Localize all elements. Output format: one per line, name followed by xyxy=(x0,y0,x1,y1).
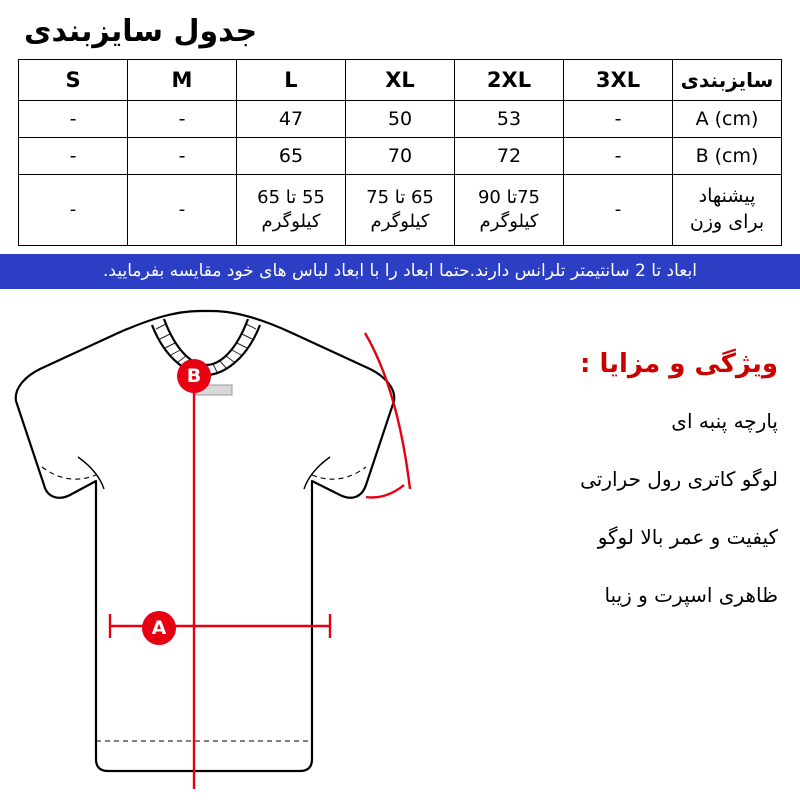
measure-badge-a: A xyxy=(142,611,176,645)
cell-weight-xl-line1: 65 تا 75 xyxy=(366,186,434,208)
cell-a-xl: 50 xyxy=(346,101,455,138)
row-label-weight xyxy=(673,175,782,246)
tshirt-diagram xyxy=(0,289,480,794)
cell-weight-3xl-line1: - xyxy=(614,198,622,220)
cell-weight-xl-line2: کیلوگرم xyxy=(370,211,430,232)
cell-weight-2xl xyxy=(455,175,564,246)
size-table-wrapper xyxy=(0,59,800,246)
cell-a-m: - xyxy=(128,101,237,138)
cell-a-3xl: - xyxy=(564,101,673,138)
row-label-a: A (cm) xyxy=(673,101,782,138)
measure-badge-b: B xyxy=(177,359,211,393)
tshirt-svg xyxy=(0,289,480,794)
table-row xyxy=(19,175,782,246)
cell-weight-2xl-line2: کیلوگرم xyxy=(479,211,539,232)
feature-item: کیفیت و عمر بالا لوگو xyxy=(597,525,778,549)
column-header-3xl: 3XL xyxy=(564,60,673,101)
cell-weight-3xl xyxy=(564,175,673,246)
page-title xyxy=(0,0,800,59)
size-table xyxy=(18,59,782,246)
cell-b-s: - xyxy=(19,138,128,175)
cell-weight-l-line1: 55 تا 65 xyxy=(257,186,325,208)
cell-weight-xl xyxy=(346,175,455,246)
cell-weight-l xyxy=(237,175,346,246)
cell-b-m: - xyxy=(128,138,237,175)
row-label-weight-line1: پیشنهاد xyxy=(698,185,756,208)
feature-item: پارچه پنبه ای xyxy=(671,409,778,433)
tolerance-note-bar: ابعاد تا 2 سانتیمتر تلرانس دارند.حتما ابعاد را با ابعاد لباس های خود مقایسه بفرمایید. xyxy=(0,254,800,289)
features-panel xyxy=(478,349,778,641)
column-header-l: L xyxy=(237,60,346,101)
column-header-xl: XL xyxy=(346,60,455,101)
cell-weight-s xyxy=(19,175,128,246)
cell-weight-m-line1: - xyxy=(178,198,186,220)
table-header-row xyxy=(19,60,782,101)
column-header-m: M xyxy=(128,60,237,101)
feature-item: لوگو کاتری رول حرارتی xyxy=(580,467,778,491)
cell-b-l: 65 xyxy=(237,138,346,175)
column-header-s: S xyxy=(19,60,128,101)
features-title: ویژگی و مزایا : xyxy=(580,349,778,379)
table-row xyxy=(19,101,782,138)
cell-a-l: 47 xyxy=(237,101,346,138)
row-label-weight-line2: برای وزن xyxy=(689,211,765,233)
size-table-body xyxy=(19,101,782,246)
column-header-2xl: 2XL xyxy=(455,60,564,101)
column-header-rowlabel: سایزبندی xyxy=(673,60,782,101)
cell-weight-l-line2: کیلوگرم xyxy=(261,211,321,232)
feature-item: ظاهری اسپرت و زیبا xyxy=(604,583,778,607)
cell-b-3xl: - xyxy=(564,138,673,175)
cell-b-xl: 70 xyxy=(346,138,455,175)
cell-a-2xl: 53 xyxy=(455,101,564,138)
cell-b-2xl: 72 xyxy=(455,138,564,175)
cell-a-s: - xyxy=(19,101,128,138)
size-table-head xyxy=(19,60,782,101)
cell-weight-s-line1: - xyxy=(69,198,77,220)
row-label-b: B (cm) xyxy=(673,138,782,175)
lower-section xyxy=(0,289,800,794)
table-row xyxy=(19,138,782,175)
page-title-text: جدول سایزبندی xyxy=(24,14,258,49)
cell-weight-m xyxy=(128,175,237,246)
cell-weight-2xl-line1: 75تا 90 xyxy=(477,186,541,208)
